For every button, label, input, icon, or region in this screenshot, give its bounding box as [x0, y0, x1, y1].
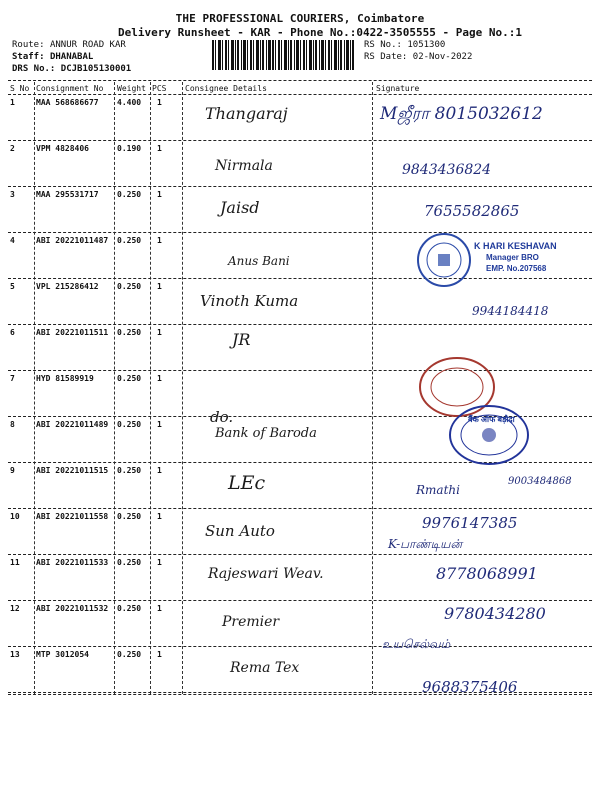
row-weight: 0.250 [117, 512, 142, 521]
row-pcs: 1 [157, 144, 162, 153]
row-consignment-no: ABI 20221011487 [36, 236, 109, 245]
row-signature-handwritten: 9688375406 [422, 678, 518, 696]
row-consignment-no: ABI 20221011532 [36, 604, 109, 613]
row-pcs: 1 [157, 190, 162, 199]
row-consignment-no: HYD 81589919 [36, 374, 94, 383]
row-consignee-handwritten: Anus Bani [228, 254, 290, 268]
row-divider [8, 186, 592, 187]
rs-no-line [364, 40, 445, 50]
drs-value: DCJB105130001 [60, 64, 132, 74]
row-consignment-no: ABI 20221011533 [36, 558, 109, 567]
row-sno: 6 [10, 328, 15, 337]
route-line [12, 40, 126, 50]
bank-seal-stamp [416, 232, 472, 288]
stamp-bob-hindi: बैंक ऑफ बड़ौदा [468, 415, 515, 424]
signature-name: K-பாண்டியன் [388, 537, 463, 551]
row-consignment-no: MAA 295531717 [36, 190, 99, 199]
row-divider [8, 232, 592, 233]
staff-line [12, 52, 93, 62]
row-consignee-handwritten: JR [232, 330, 251, 349]
staff-label: Staff: [12, 52, 45, 62]
row-signature-handwritten: Mஜீரா 8015032612 [380, 104, 543, 124]
rs-date-label: RS Date: [364, 52, 408, 62]
stamp-manager-name: K HARI KESHAVAN [474, 241, 557, 251]
row-pcs: 1 [157, 98, 162, 107]
row-signature-handwritten: 9976147385 [422, 514, 518, 532]
signature-name: உயசெல்வம் [382, 637, 451, 651]
col-header-pcs: PCS [152, 84, 167, 93]
row-sno: 13 [10, 650, 20, 659]
row-consignment-no: MTP 3012054 [36, 650, 89, 659]
row-sno: 1 [10, 98, 15, 107]
row-consignee-handwritten: Premier [222, 614, 280, 630]
row-sno: 8 [10, 420, 15, 429]
row-pcs: 1 [157, 282, 162, 291]
row-consignee-handwritten: Rema Tex [230, 660, 300, 676]
row-divider [8, 508, 592, 509]
row-consignment-no: MAA 568686677 [36, 98, 99, 107]
row-divider [8, 278, 592, 279]
barcode-image [212, 40, 354, 70]
staff-value: DHANABAL [49, 52, 94, 62]
document-title: THE PROFESSIONAL COURIERS, Coimbatore [175, 12, 425, 25]
row-signature-handwritten: 9843436824 [402, 162, 492, 178]
col-header-consignee: Consignee Details [185, 84, 267, 93]
row-pcs: 1 [157, 466, 162, 475]
row-divider [8, 600, 592, 601]
row-sno: 5 [10, 282, 15, 291]
row-signature-handwritten: 9944184418 [472, 304, 549, 318]
col-divider [372, 82, 373, 694]
row-pcs: 1 [157, 650, 162, 659]
row-consignee-handwritten: Vinoth Kuma [200, 292, 299, 310]
signature-name: Rmathi [416, 483, 460, 497]
row-consignment-no: ABI 20221011558 [36, 512, 109, 521]
row-weight: 0.250 [117, 650, 142, 659]
row-pcs: 1 [157, 558, 162, 567]
row-consignment-no: VPM 4828406 [36, 144, 89, 153]
row-weight: 0.190 [117, 144, 142, 153]
row-sno: 4 [10, 236, 15, 245]
row-sno: 11 [10, 558, 20, 567]
row-signature-handwritten: 7655582865 [424, 202, 520, 220]
col-header-consignment: Consignment No [36, 84, 104, 93]
table-top-rule [8, 80, 592, 81]
col-header-sno: S No [10, 84, 30, 93]
row-sno: 9 [10, 466, 15, 475]
row-sno: 7 [10, 374, 15, 383]
row-consignee-handwritten: Bank of Baroda [215, 426, 317, 441]
document-subtitle: Delivery Runsheet - KAR - Phone No.:0422-3505555 - Page No.:1 [118, 26, 522, 39]
row-consignment-no: ABI 20221011511 [36, 328, 109, 337]
drs-line [12, 64, 131, 74]
table-bottom-rule [8, 694, 592, 695]
col-header-signature: Signature [376, 84, 420, 93]
col-divider [114, 82, 115, 694]
row-pcs: 1 [157, 328, 162, 337]
row-weight: 0.250 [117, 282, 142, 291]
row-weight: 0.250 [117, 328, 142, 337]
drs-label: DRS No.: [12, 64, 56, 74]
route-value: ANNUR ROAD KAR [49, 40, 126, 50]
row-signature-handwritten: 9780434280 [444, 604, 546, 623]
col-divider [34, 82, 35, 694]
col-divider [150, 82, 151, 694]
row-consignee-handwritten: do. [210, 408, 234, 426]
row-sno: 12 [10, 604, 20, 613]
stamp-manager-title: Manager BRO [486, 253, 539, 262]
row-consignee-handwritten: Nirmala [215, 158, 273, 174]
row-weight: 4.400 [117, 98, 142, 107]
row-weight: 0.250 [117, 466, 142, 475]
rs-date-value: 02-Nov-2022 [412, 52, 473, 62]
rs-no-label: RS No.: [364, 40, 402, 50]
row-pcs: 1 [157, 236, 162, 245]
row-weight: 0.250 [117, 604, 142, 613]
row-consignment-no: ABI 20221011489 [36, 420, 109, 429]
row-consignee-handwritten: Thangaraj [205, 104, 288, 123]
row-divider [8, 140, 592, 141]
row-signature-handwritten: 8778068991 [436, 564, 538, 583]
row-divider [8, 692, 592, 693]
row-sno: 3 [10, 190, 15, 199]
row-consignee-handwritten: Sun Auto [205, 522, 275, 540]
row-sno: 10 [10, 512, 20, 521]
row-consignee-handwritten: Jaisd [220, 198, 260, 217]
row-pcs: 1 [157, 374, 162, 383]
row-pcs: 1 [157, 512, 162, 521]
row-consignment-no: ABI 20221011515 [36, 466, 109, 475]
row-weight: 0.250 [117, 374, 142, 383]
row-consignee-handwritten: LEc [228, 472, 266, 494]
route-label: Route: [12, 40, 45, 50]
row-weight: 0.250 [117, 558, 142, 567]
rs-no-value: 1051300 [407, 40, 446, 50]
row-consignee-handwritten: Rajeswari Weav. [208, 566, 324, 582]
row-weight: 0.250 [117, 236, 142, 245]
stamp-emp-no: EMP. No.207568 [486, 264, 547, 273]
table-header-rule [8, 94, 592, 95]
row-pcs: 1 [157, 604, 162, 613]
col-divider [182, 82, 183, 694]
row-divider [8, 554, 592, 555]
row-signature-handwritten: 9003484868 [508, 476, 572, 487]
row-weight: 0.250 [117, 420, 142, 429]
row-divider [8, 646, 592, 647]
col-header-weight: Weight [117, 84, 146, 93]
row-pcs: 1 [157, 420, 162, 429]
row-divider [8, 370, 592, 371]
row-sno: 2 [10, 144, 15, 153]
rs-date-line [364, 52, 472, 62]
row-divider [8, 324, 592, 325]
row-weight: 0.250 [117, 190, 142, 199]
row-consignment-no: VPL 215286412 [36, 282, 99, 291]
